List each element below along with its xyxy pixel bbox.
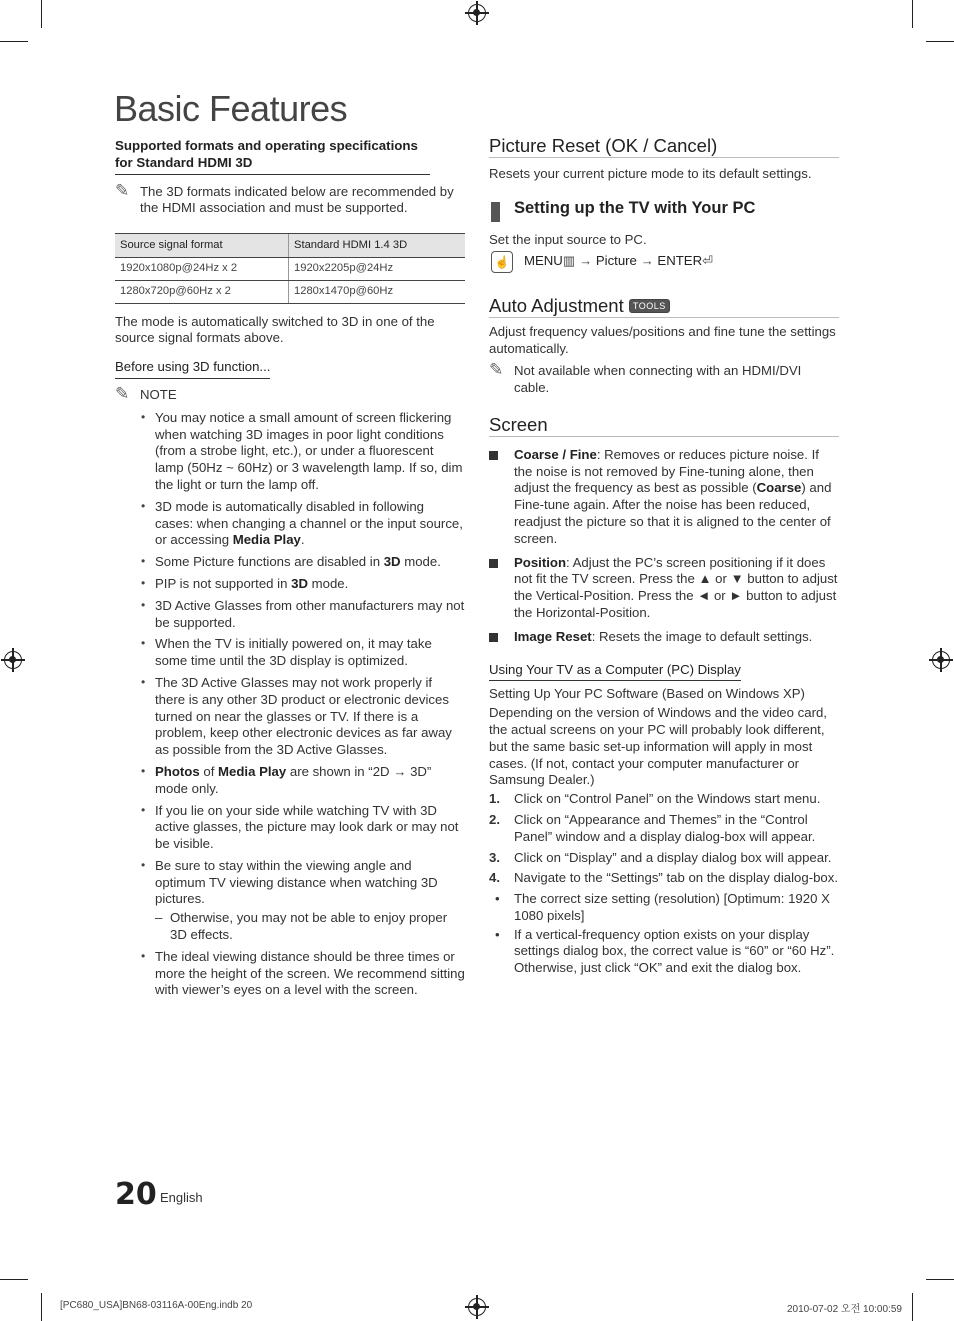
computer-sub: Setting Up Your PC Software (Based on Windows XP) xyxy=(489,686,805,702)
auto-note xyxy=(489,360,839,397)
term: Coarse / Fine xyxy=(514,446,597,462)
hdmi-note xyxy=(115,180,465,218)
term: Coarse xyxy=(756,480,802,496)
auto-adjustment-heading xyxy=(489,294,839,318)
crop-mark xyxy=(41,1293,42,1321)
note-label-row xyxy=(115,383,465,404)
list-item: • The correct size setting (resolution) [Optimum: 1920 X 1080 pixels] xyxy=(489,891,839,925)
list-item: • Some Picture functions are disabled in 3D mode. xyxy=(115,554,465,571)
step-text: Click on “Control Panel” on the Windows start menu. xyxy=(514,791,821,807)
list-item: • When the TV is initially powered on, it may take some time until the 3D display is optimized. xyxy=(115,636,465,670)
term-text: : Removes or reduces picture noise. If the noise is not removed by Fine-tuning alone, then adjust the frequency as best as possible ( xyxy=(514,446,819,496)
list-item xyxy=(489,447,839,548)
computer-para: Depending on the version of Windows and the video card, the actual screens on your PC will probably look different, but the same basic set-up information will apply in most cases. (If not, contact your computer manufacturer or Samsung Dealer.) xyxy=(489,705,827,788)
before-3d-heading: Before using 3D function... xyxy=(115,359,270,379)
sub-list-item: – Otherwise, you may not be able to enjoy proper 3D effects. xyxy=(155,910,465,944)
list-item-text: Be sure to stay within the viewing angle and optimum TV viewing distance when watching 3D pictures. xyxy=(155,857,438,907)
crop-mark xyxy=(0,41,28,42)
list-item: • 3D Active Glasses from other manufacturers may not be supported. xyxy=(115,598,465,632)
registration-mark-icon xyxy=(468,4,486,22)
remote-hand-icon: ☝ xyxy=(491,251,513,273)
screen-heading: Screen xyxy=(489,417,839,437)
list-item xyxy=(489,629,839,646)
menu-path-row xyxy=(489,253,839,270)
term-text: ) and Fine-tune again. After the noise has been reduced, readjust the picture so that it is aligned to the center of screen. xyxy=(514,480,832,546)
crop-mark xyxy=(0,1279,28,1280)
table-row xyxy=(115,280,465,303)
step-text: Click on “Display” and a display dialog box will appear. xyxy=(514,849,832,865)
step-text: Click on “Appearance and Themes” in the “Control Panel” window and a display dialog-box will appear. xyxy=(514,811,816,844)
enter-icon: ⏎ xyxy=(702,253,714,269)
pc-setup-text: Set the input source to PC. xyxy=(489,232,647,248)
list-item xyxy=(489,850,839,867)
page-title: Basic Features xyxy=(114,88,348,129)
list-item xyxy=(115,858,465,944)
crop-mark xyxy=(912,1293,913,1321)
list-item: • The ideal viewing distance should be three times or more the height of the screen. We recommend sitting with viewer’s eyes on a level with the screen. xyxy=(115,949,465,999)
arrow: → xyxy=(640,253,654,269)
menu-path xyxy=(524,253,713,268)
note-bullets xyxy=(115,410,465,1000)
list-item: • You may notice a small amount of screen flickering when watching 3D images in poor light conditions (from a strobe light, etc.), or under a fluorescent lamp (50Hz ~ 60Hz) or 3 wavelength lamp. If so, dim the light or turn the lamp off. xyxy=(115,410,465,494)
table-row xyxy=(115,257,465,280)
term-text: : Adjust the PC’s screen positioning if it does not fit the TV screen. Press the ▲ or ▼ button to adjust the Vertical-Position. Press the ◄ or ► button to adjust the Horizontal-Position. xyxy=(514,554,838,620)
auto-switch-text: The mode is automatically switched to 3D in one of the source signal formats above. xyxy=(115,313,435,346)
list-item: • PIP is not supported in 3D mode. xyxy=(115,576,465,593)
arrow: → xyxy=(578,253,593,269)
term-text: : Resets the image to default settings. xyxy=(591,628,813,644)
picture-reset-heading: Picture Reset (OK / Cancel) xyxy=(489,138,839,158)
pencil-note-icon: ✎ xyxy=(489,360,504,380)
picture-reset-text: Resets your current picture mode to its default settings. xyxy=(489,165,812,181)
crop-mark xyxy=(41,0,42,28)
auto-note-text: Not available when connecting with an HDMI/DVI cable. xyxy=(514,363,802,396)
auto-adjustment-text: Adjust frequency values/positions and fine tune the settings automatically. xyxy=(489,323,836,356)
pencil-note-icon: ✎ xyxy=(115,383,130,403)
menu-label: MENU xyxy=(524,253,563,269)
enter-label: ENTER xyxy=(657,253,703,269)
page-language: English xyxy=(160,1190,203,1205)
list-item xyxy=(489,791,839,808)
step-number: 4. xyxy=(489,870,500,886)
list-item xyxy=(489,812,839,846)
list-item: • If you lie on your side while watching TV with 3D active glasses, the picture may look dark or may not be visible. xyxy=(115,803,465,853)
hdmi-3d-heading: Supported formats and operating specifications for Standard HDMI 3D xyxy=(115,138,430,175)
registration-mark-icon xyxy=(932,651,950,669)
pencil-note-icon: ✎ xyxy=(115,180,130,200)
step-text: Navigate to the “Settings” tab on the display dialog-box. xyxy=(514,870,839,886)
computer-display-heading: Using Your TV as a Computer (PC) Display xyxy=(489,662,741,682)
print-timestamp: 2010-07-02 오전 10:00:59 xyxy=(787,1304,902,1315)
list-item xyxy=(489,555,839,622)
term: Position xyxy=(514,554,567,570)
hdmi-note-text: The 3D formats indicated below are recommended by the HDMI association and must be supported. xyxy=(140,183,454,216)
left-column xyxy=(115,138,465,1004)
page-number: 20 xyxy=(115,1177,157,1212)
screen-items xyxy=(489,447,839,646)
picture-label: Picture xyxy=(595,253,637,269)
right-column xyxy=(489,135,839,979)
note-label: NOTE xyxy=(140,386,177,402)
step-number: 3. xyxy=(489,849,500,865)
list-item: • The 3D Active Glasses may not work properly if there is any other 3D product or electronic devices turned on near the glasses or TV. If there is a problem, keep other electronic devices as far away as possible from the 3D Active Glasses. xyxy=(115,675,465,759)
file-info: [PC680_USA]BN68-03116A-00Eng.indb 20 xyxy=(60,1300,253,1311)
step-number: 1. xyxy=(489,791,500,807)
menu-icon: ▥ xyxy=(562,253,576,269)
crop-mark xyxy=(912,0,913,28)
table-cell: 1920x1080p@24Hz x 2 xyxy=(115,257,289,280)
table-cell: 1280x1470p@60Hz xyxy=(289,280,466,303)
list-item: • 3D mode is automatically disabled in following cases: when changing a channel or the input source, or accessing Media Play. xyxy=(115,499,465,549)
step-number: 2. xyxy=(489,811,500,827)
registration-mark-icon xyxy=(4,651,22,669)
list-item: • Photos of Media Play are shown in “2D → 3D” mode only. xyxy=(115,764,465,798)
table-cell: 1280x720p@60Hz x 2 xyxy=(115,280,289,303)
step-notes xyxy=(489,891,839,977)
tools-icon: TOOLS xyxy=(629,299,670,313)
registration-mark-icon xyxy=(468,1298,486,1316)
table-header: Standard HDMI 1.4 3D xyxy=(289,234,466,258)
steps xyxy=(489,791,839,887)
auto-adjustment-title: Auto Adjustment xyxy=(489,294,624,316)
list-item xyxy=(489,870,839,887)
crop-mark xyxy=(926,1279,954,1280)
term: Image Reset xyxy=(514,628,592,644)
table-header: Source signal format xyxy=(115,234,289,258)
pc-setup-heading: Setting up the TV with Your PC xyxy=(489,200,839,217)
crop-mark xyxy=(926,41,954,42)
list-item: • If a vertical-frequency option exists on your display settings dialog box, the correct value is “60” or “60 Hz”. Otherwise, just click “OK” and exit the dialog box. xyxy=(489,927,839,977)
format-table xyxy=(115,233,465,303)
table-cell: 1920x2205p@24Hz xyxy=(289,257,466,280)
